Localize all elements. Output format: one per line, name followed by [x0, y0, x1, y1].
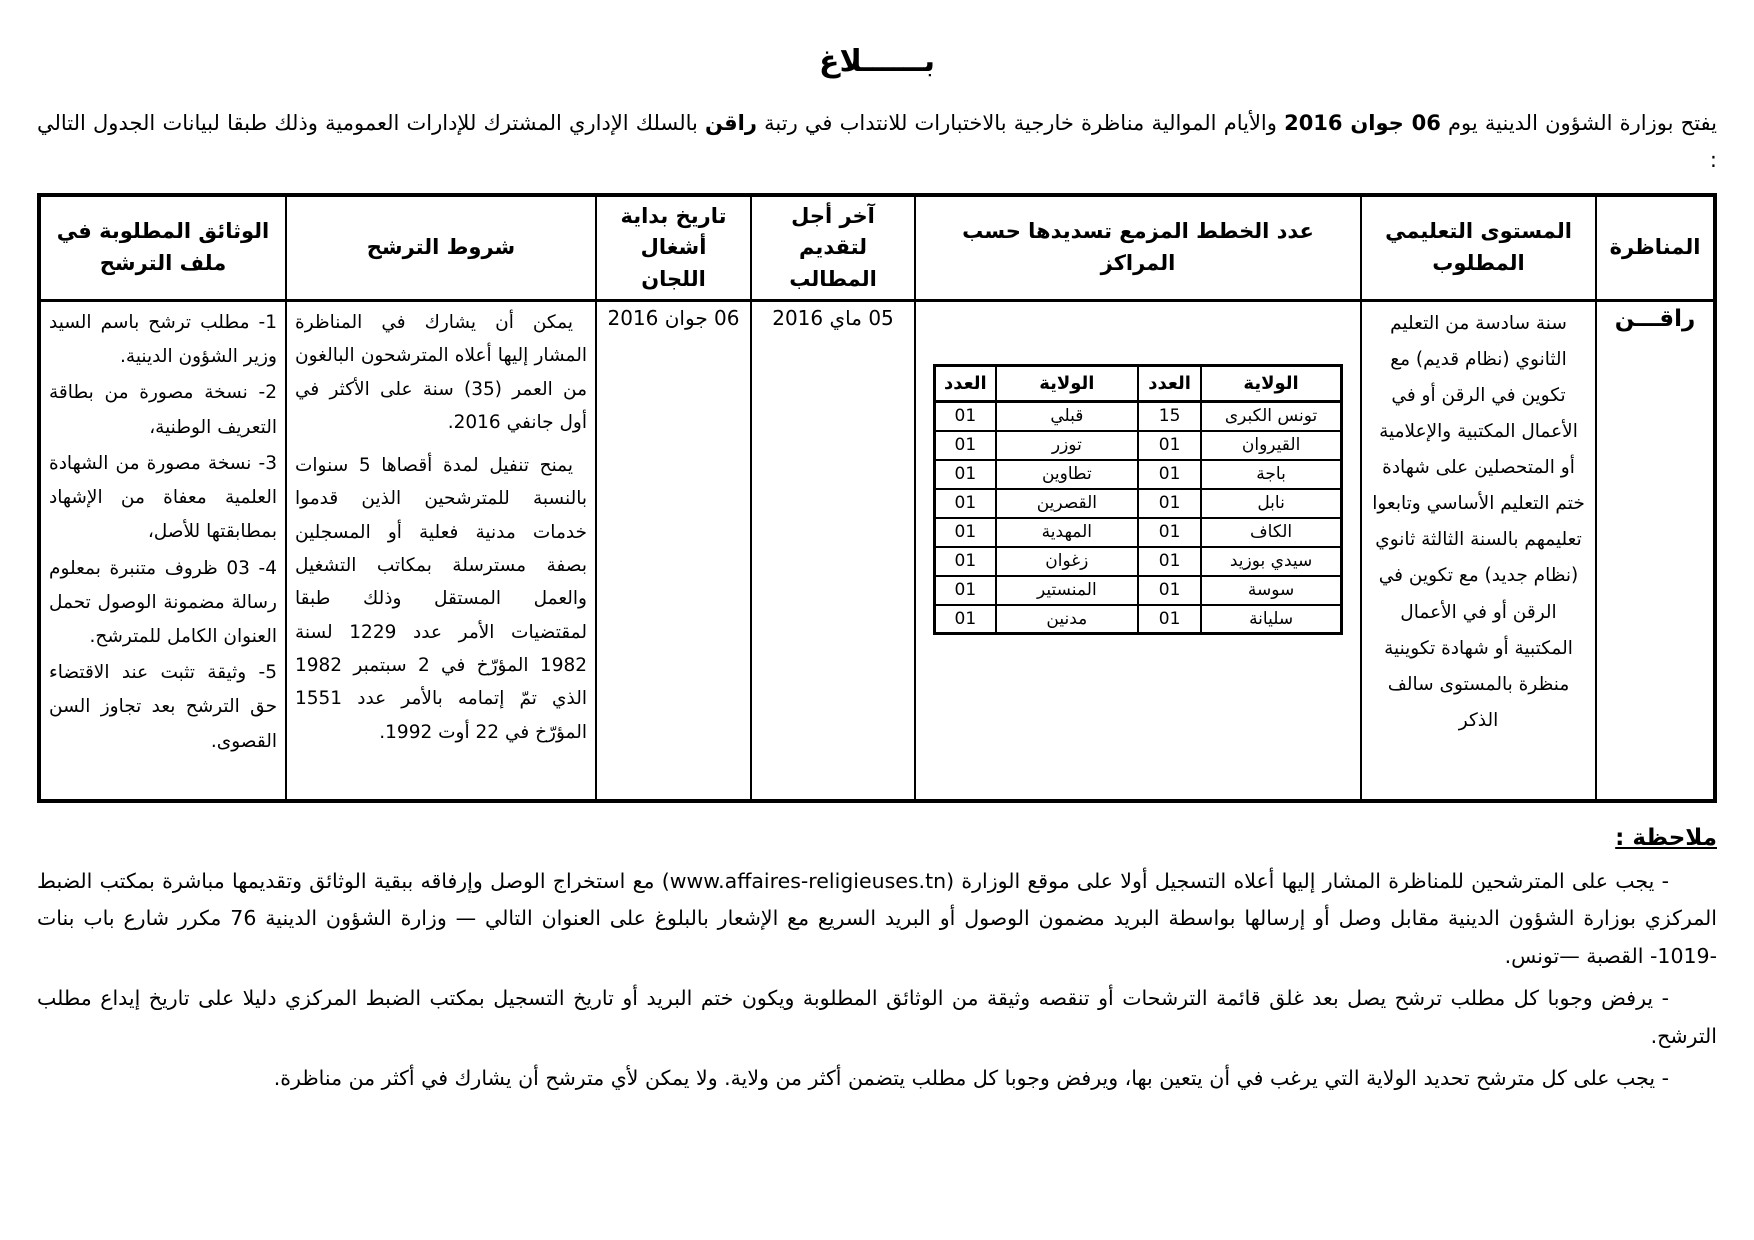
wilaya-name: القيروان — [1201, 431, 1341, 460]
wilaya-count: 01 — [935, 489, 996, 518]
header-conditions: شروط الترشح — [286, 195, 596, 301]
wilaya-name: المنستير — [996, 576, 1138, 605]
recruitment-table — [37, 193, 1717, 803]
positions-by-wilaya-table — [933, 364, 1343, 635]
wilaya-count: 01 — [935, 605, 996, 634]
document-item: 5- وثيقة تثبت عند الاقتضاء حق الترشح بعد تجاوز السن القصوى. — [49, 662, 277, 752]
positions-row — [935, 460, 1342, 489]
header-start-date: تاريخ بداية أشغال اللجان — [596, 195, 751, 301]
education-level-cell: سنة سادسة من التعليم الثانوي (نظام قديم) مع تكوين في الرقن أو في الأعمال المكتبية والإعلامية أو المتحصلين على شهادة ختم التعليم الأساسي وتابعوا تعليمهم بالسنة الثالثة ثانوي (نظام جديد) مع تكوين في الرقن أو في الأعمال المكتبية أو شهادة تكوينية منظرة بالمستوى سالف الذكر — [1361, 301, 1596, 801]
intro-text-2: والأيام الموالية مناظرة خارجية بالاختبارات للانتداب في رتبة — [756, 111, 1285, 135]
intro-paragraph — [37, 105, 1717, 179]
deadline-date-cell: 05 ماي 2016 — [751, 301, 915, 801]
wilaya-name: سوسة — [1201, 576, 1341, 605]
condition-paragraph: يمكن أن يشارك في المناظرة المشار إليها أعلاه المترشحون البالغون من العمر (35) سنة على الأكثر في أول جانفي 2016. — [295, 312, 587, 433]
wilaya-count: 15 — [1138, 402, 1201, 431]
wilaya-name: مدنين — [996, 605, 1138, 634]
intro-exam-date: 06 جوان 2016 — [1284, 111, 1441, 135]
document-title: بــــــلاغ — [818, 44, 936, 79]
intro-text-3: بالسلك الإداري المشترك للإدارات العمومية وذلك طبقا لبيانات الجدول التالي : — [37, 111, 1717, 172]
wilaya-name: زغوان — [996, 547, 1138, 576]
document-item: 2- نسخة مصورة من بطاقة التعريف الوطنية، — [49, 382, 277, 438]
header-positions-count: عدد الخطط المزمع تسديدها حسب المراكز — [915, 195, 1361, 301]
document-item: 1- مطلب ترشح باسم السيد وزير الشؤون الدينية. — [49, 312, 277, 368]
col-count-1: العدد — [1138, 366, 1201, 402]
header-required-documents: الوثائق المطلوبة في ملف الترشح — [39, 195, 286, 301]
wilaya-count: 01 — [1138, 489, 1201, 518]
wilaya-name: المهدية — [996, 518, 1138, 547]
positions-row — [935, 547, 1342, 576]
header-exam: المناظرة — [1596, 195, 1715, 301]
wilaya-count: 01 — [1138, 518, 1201, 547]
positions-row — [935, 518, 1342, 547]
wilaya-name: توزر — [996, 431, 1138, 460]
table-body-row — [39, 301, 1715, 801]
note-item: - يجب على كل مترشح تحديد الولاية التي يرغب في أن يتعين بها، ويرفض وجوبا كل مطلب يتضمن أكثر من ولاية. ولا يمكن لأي مترشح أن يشارك في أكثر من مناظرة. — [273, 1066, 1669, 1091]
wilaya-count: 01 — [1138, 547, 1201, 576]
notes-section — [37, 825, 1717, 1099]
positions-row — [935, 576, 1342, 605]
wilaya-name: تطاوين — [996, 460, 1138, 489]
wilaya-name: تونس الكبرى — [1201, 402, 1341, 431]
wilaya-count: 01 — [1138, 460, 1201, 489]
wilaya-count: 01 — [935, 460, 996, 489]
positions-row — [935, 605, 1342, 634]
condition-paragraph: يمنح تنفيل لمدة أقصاها 5 سنوات بالنسبة للمترشحين الذين قدموا خدمات مدنية فعلية أو المسجلين بصفة مسترسلة بمكاتب التشغيل والعمل المستقل وذلك طبقا لمقتضيات الأمر عدد 1229 لسنة 1982 المؤرّخ في 2 سبتمبر 1982 الذي تمّ إتمامه بالأمر عدد 1551 المؤرّخ في 22 أوت 1992. — [295, 455, 588, 743]
wilaya-name: القصرين — [996, 489, 1138, 518]
positions-row — [935, 402, 1342, 431]
note-item: - يرفض وجوبا كل مطلب ترشح يصل بعد غلق قائمة الترشحات أو تنقصه وثيقة من الوثائق المطلوبة ويكون ختم البريد أو تاريخ التسجيل بمكتب الضبط المركزي دليلا على تاريخ إيداع مطلب الترشح. — [37, 986, 1717, 1049]
wilaya-name: نابل — [1201, 489, 1341, 518]
wilaya-count: 01 — [935, 402, 996, 431]
wilaya-name: سليانة — [1201, 605, 1341, 634]
col-wilaya-1: الولاية — [1201, 366, 1341, 402]
document-item: 3- نسخة مصورة من الشهادة العلمية معفاة من الإشهاد بمطابقتها للأصل، — [49, 452, 277, 543]
wilaya-count: 01 — [935, 547, 996, 576]
positions-cell — [915, 301, 1361, 801]
wilaya-count: 01 — [1138, 605, 1201, 634]
wilaya-name: قبلي — [996, 402, 1138, 431]
conditions-cell — [286, 301, 596, 801]
wilaya-count: 01 — [935, 518, 996, 547]
header-education-level: المستوى التعليمي المطلوب — [1361, 195, 1596, 301]
start-date-cell: 06 جوان 2016 — [596, 301, 751, 801]
col-count-2: العدد — [935, 366, 996, 402]
header-deadline: آخر أجل لتقديم المطالب — [751, 195, 915, 301]
intro-text-1: يفتح بوزارة الشؤون الدينية يوم — [1440, 111, 1718, 135]
wilaya-count: 01 — [935, 576, 996, 605]
intro-rank-name: راقن — [705, 111, 757, 135]
wilaya-count: 01 — [935, 431, 996, 460]
positions-row — [935, 489, 1342, 518]
notes-heading: ملاحظة : — [1615, 824, 1717, 851]
wilaya-name: سيدي بوزيد — [1201, 547, 1341, 576]
wilaya-name: باجة — [1201, 460, 1341, 489]
col-wilaya-2: الولاية — [996, 366, 1138, 402]
wilaya-count: 01 — [1138, 576, 1201, 605]
required-documents-cell — [39, 301, 286, 801]
note-item: - يجب على المترشحين للمناظرة المشار إليها أعلاه التسجيل أولا على موقع الوزارة (www.affaires-religieuses.tn) مع استخراج الوصل وإرفاقه ببقية الوثائق وتقديمها مباشرة بمكتب الضبط المركزي بوزارة الشؤون الدينية مقابل وصل أو إرسالها بواسطة البريد مضمون الوصول أو البريد السريع مع الإشعار بالبلوغ على العنوان التالي — وزارة الشؤون الدينية 76 مكرر شارع باب بنات -1019- القصبة —تونس. — [37, 868, 1718, 969]
exam-name-cell: راقـــن — [1596, 301, 1715, 801]
document-item: 4- 03 ظروف متنبرة بمعلوم رسالة مضمونة الوصول تحمل العنوان الكامل للمترشح. — [49, 557, 277, 647]
table-header-row — [39, 195, 1715, 301]
positions-row — [935, 431, 1342, 460]
positions-header-row — [935, 366, 1342, 402]
wilaya-count: 01 — [1138, 431, 1201, 460]
wilaya-name: الكاف — [1201, 518, 1341, 547]
